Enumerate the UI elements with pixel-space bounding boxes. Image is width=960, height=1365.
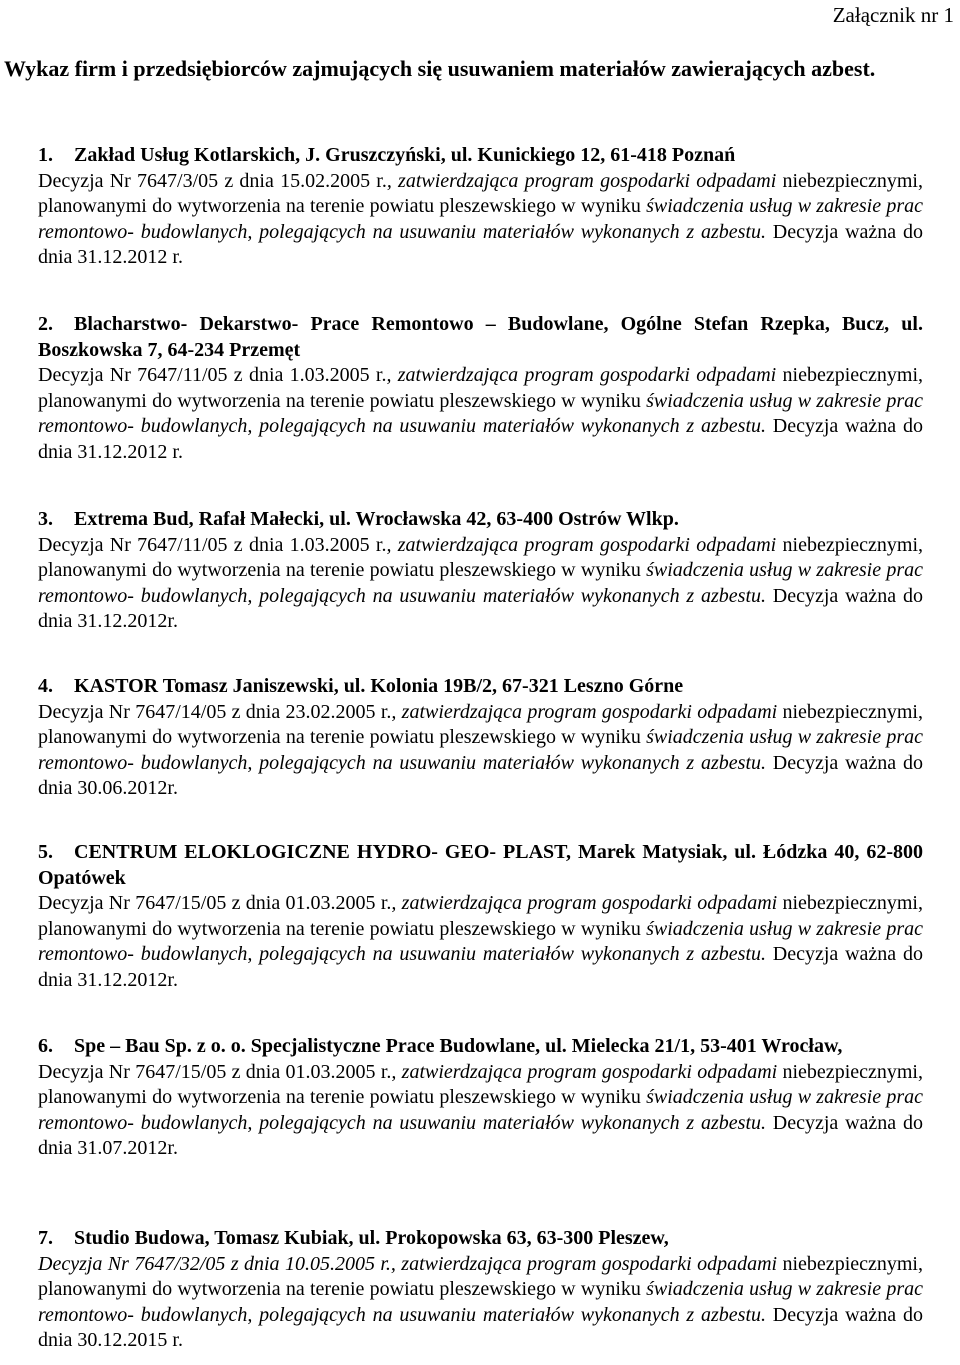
- decision-ref: Decyzja Nr 7647/14/05 z dnia 23.02.2005 r.: [38, 700, 392, 723]
- decision-body: niebezpiecznymi, planowanymi do wytworzenia na terenie powiatu pleszewskiego w wyniku: [38, 533, 923, 581]
- company-name: Blacharstwo- Dekarstwo- Prace Remontowo – Budowlane, Ogólne Stefan Rzepka, Bucz, ul. Boszkowska 7, 64-234 Przemęt: [38, 313, 923, 361]
- decision-ref: Decyzja Nr 7647/15/05 z dnia 01.03.2005 r.: [38, 892, 392, 914]
- decision-approve: , zatwierdzająca program gospodarki odpadami: [386, 364, 777, 386]
- decision-scope: świadczenia usług w zakresie prac remontowo- budowlanych, polegających na usuwaniu materiałów wykonanych z azbestu.: [38, 389, 923, 437]
- company-name: CENTRUM ELOKLOGICZNE HYDRO- GEO- PLAST, Marek Matysiak, ul. Łódzka 40, 62-800 Opatówek: [38, 841, 923, 889]
- decision-approve: , zatwierdzająca program gospodarki odpadami: [386, 533, 777, 556]
- entry-number: 1.: [38, 144, 53, 166]
- decision-ref: Decyzja Nr 7647/32/05 z dnia 10.05.2005 r.: [38, 1252, 391, 1275]
- decision-validity: Decyzja ważna do dnia 31.12.2012r.: [38, 943, 923, 991]
- decision-scope: świadczenia usług w zakresie prac remontowo- budowlanych, polegających na usuwaniu materiałów wykonanych z azbestu.: [38, 195, 923, 243]
- list-item: [38, 507, 923, 635]
- company-name: Zakład Usług Kotlarskich, J. Gruszczyński, ul. Kunickiego 12, 61-418 Poznań: [74, 144, 736, 166]
- decision-body: niebezpiecznymi, planowanymi do wytworzenia na terenie powiatu pleszewskiego w wyniku: [38, 1252, 923, 1300]
- decision-validity: Decyzja ważna do dnia 31.12.2012 r.: [38, 415, 923, 463]
- document-title: Wykaz firm i przedsiębiorców zajmujących się usuwaniem materiałów zawierających azbest.: [4, 56, 876, 81]
- decision-validity: Decyzja ważna do dnia 30.12.2015 r.: [38, 1303, 923, 1351]
- decision-scope: świadczenia usług w zakresie prac remontowo- budowlanych, polegających na usuwaniu materiałów wykonanych z azbestu.: [38, 559, 923, 607]
- list-item: [38, 143, 923, 271]
- decision-body: niebezpiecznymi, planowanymi do wytworzenia na terenie powiatu pleszewskiego w wyniku: [38, 364, 923, 412]
- decision-body: niebezpiecznymi, planowanymi do wytworzenia na terenie powiatu pleszewskiego w wyniku: [38, 1060, 923, 1108]
- list-item: [38, 1226, 923, 1354]
- decision-ref: Decyzja Nr 7647/3/05 z dnia 15.02.2005 r.: [38, 169, 387, 192]
- decision-approve: , zatwierdzająca program gospodarki odpadami: [391, 892, 778, 914]
- entry-number: 6.: [38, 1035, 53, 1057]
- decision-scope: świadczenia usług w zakresie prac remontowo- budowlanych, polegających na usuwaniu materiałów wykonanych z azbestu.: [38, 726, 923, 774]
- decision-scope: świadczenia usług w zakresie prac remontowo- budowlanych, polegających na usuwaniu materiałów wykonanych z azbestu.: [38, 1278, 923, 1326]
- entry-number: 2.: [38, 313, 53, 335]
- decision-body: niebezpiecznymi, planowanymi do wytworzenia na terenie powiatu pleszewskiego w wyniku: [38, 169, 923, 217]
- decision-ref: Decyzja Nr 7647/15/05 z dnia 01.03.2005 r.: [38, 1060, 392, 1083]
- company-name: KASTOR Tomasz Janiszewski, ul. Kolonia 19B/2, 67-321 Leszno Górne: [74, 675, 684, 697]
- decision-validity: Decyzja ważna do dnia 31.07.2012r.: [38, 1111, 923, 1159]
- decision-approve: , zatwierdzająca program gospodarki odpadami: [391, 700, 778, 723]
- decision-body: niebezpiecznymi, planowanymi do wytworzenia na terenie powiatu pleszewskiego w wyniku: [38, 892, 923, 940]
- entry-number: 4.: [38, 675, 53, 697]
- company-name: Studio Budowa, Tomasz Kubiak, ul. Prokopowska 63, 63-300 Pleszew,: [74, 1227, 669, 1249]
- decision-approve: , zatwierdzająca program gospodarki odpadami: [386, 169, 777, 192]
- list-item: [38, 674, 923, 802]
- decision-body: niebezpiecznymi, planowanymi do wytworzenia na terenie powiatu pleszewskiego w wyniku: [38, 700, 923, 748]
- decision-approve: , zatwierdzająca program gospodarki odpadami: [390, 1252, 778, 1275]
- entry-number: 5.: [38, 841, 53, 863]
- company-name: Extrema Bud, Rafał Małecki, ul. Wrocławska 42, 63-400 Ostrów Wlkp.: [74, 508, 679, 530]
- decision-approve: , zatwierdzająca program gospodarki odpadami: [391, 1060, 778, 1083]
- list-item: [38, 840, 923, 993]
- decision-validity: Decyzja ważna do dnia 30.06.2012r.: [38, 751, 923, 799]
- decision-validity: Decyzja ważna do dnia 31.12.2012 r.: [38, 220, 923, 268]
- list-item: [38, 312, 923, 465]
- decision-scope: świadczenia usług w zakresie prac remontowo- budowlanych, polegających na usuwaniu materiałów wykonanych z azbestu.: [38, 1086, 923, 1134]
- entry-number: 3.: [38, 508, 53, 530]
- decision-validity: Decyzja ważna do dnia 31.12.2012r.: [38, 584, 923, 632]
- entry-number: 7.: [38, 1227, 53, 1249]
- company-name: Spe – Bau Sp. z o. o. Specjalistyczne Prace Budowlane, ul. Mielecka 21/1, 53-401 Wrocław,: [74, 1035, 843, 1057]
- decision-ref: Decyzja Nr 7647/11/05 z dnia 1.03.2005 r.: [38, 364, 387, 386]
- annex-label: Załącznik nr 1: [832, 3, 954, 27]
- decision-scope: świadczenia usług w zakresie prac remontowo- budowlanych, polegających na usuwaniu materiałów wykonanych z azbestu.: [38, 917, 923, 965]
- decision-ref: Decyzja Nr 7647/11/05 z dnia 1.03.2005 r.: [38, 533, 387, 556]
- list-item: [38, 1034, 923, 1162]
